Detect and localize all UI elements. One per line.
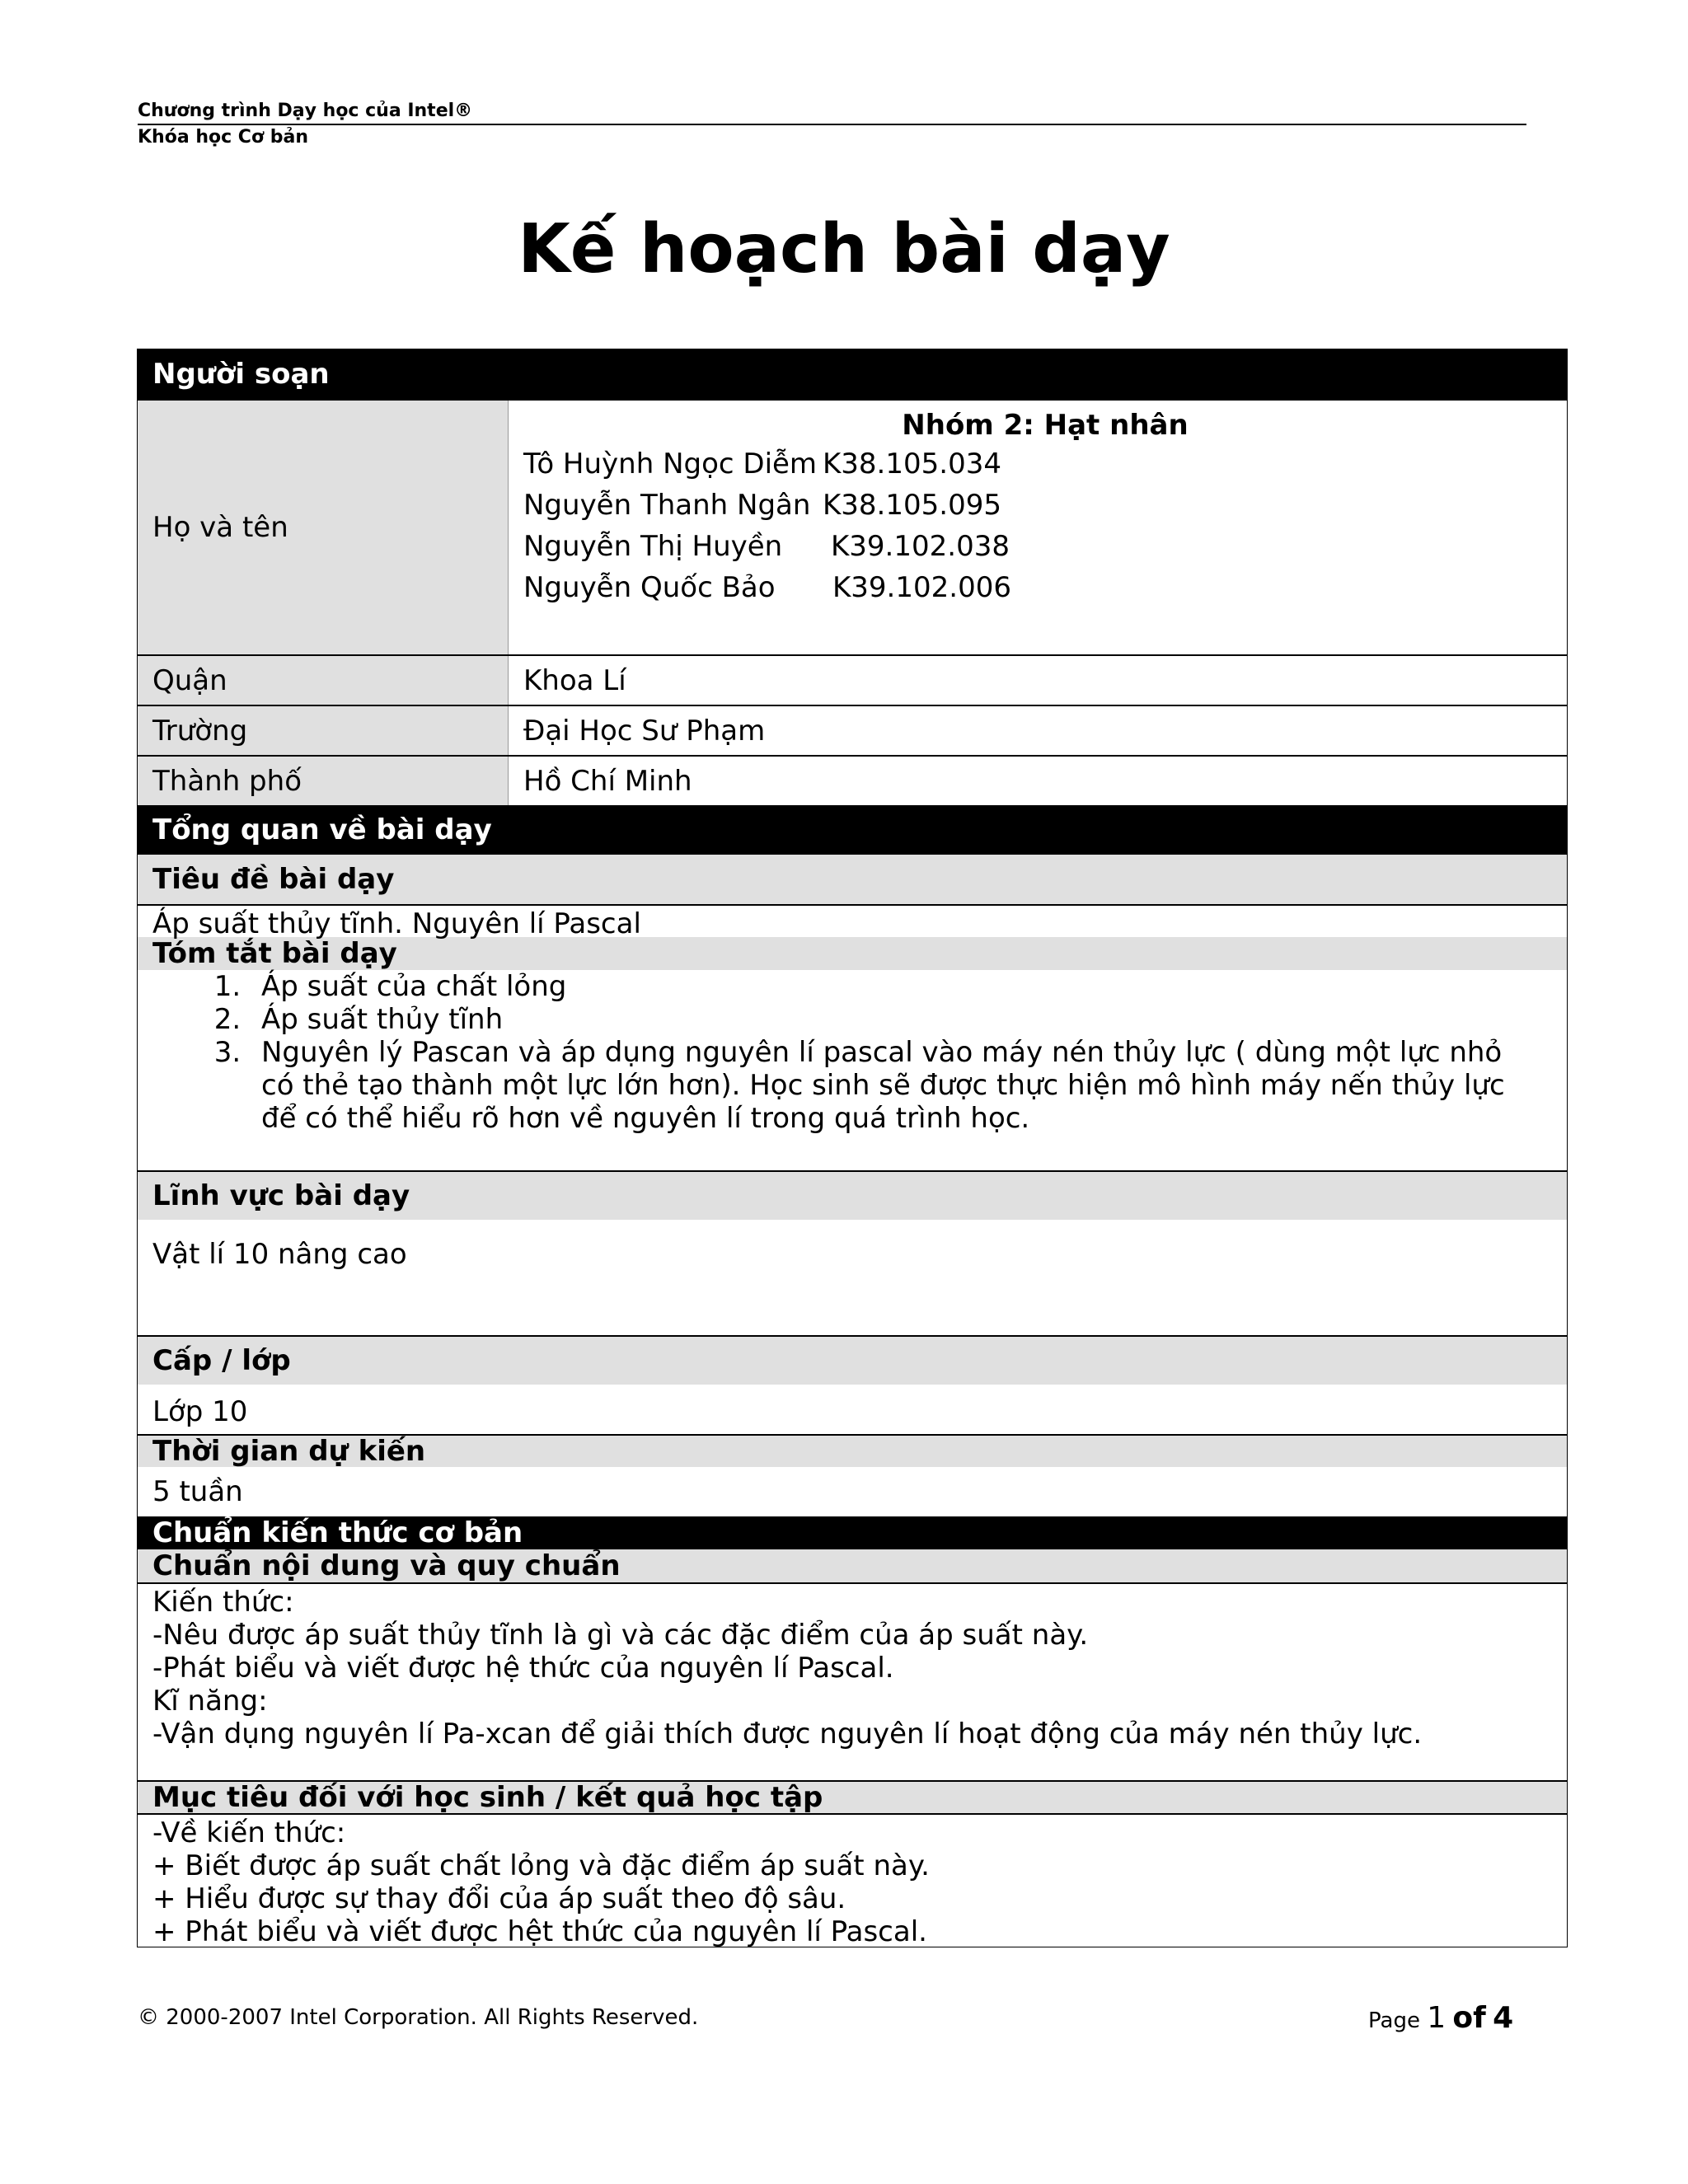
content-standards-value	[138, 1582, 1567, 1780]
objectives-value	[138, 1813, 1567, 1947]
grade-value: Lớp 10	[152, 1395, 248, 1428]
member-row	[523, 526, 1567, 567]
objective-line: -Về kiến thức:	[152, 1816, 346, 1849]
summary-list	[152, 970, 1542, 1135]
author-name-value	[509, 401, 1567, 654]
author-section-heading: Người soạn	[138, 349, 1567, 399]
of-word: of	[1452, 2001, 1486, 2035]
duration-label: Thời gian dự kiến	[138, 1434, 1567, 1467]
content-line: -Nêu được áp suất thủy tĩnh là gì và các đặc điểm của áp suất này.	[152, 1619, 1089, 1652]
subject-field-label: Lĩnh vực bài dạy	[138, 1170, 1567, 1220]
district-row	[138, 654, 1567, 705]
page-word: Page	[1368, 2008, 1420, 2033]
standards-section-heading: Chuẩn kiến thức cơ bản	[138, 1516, 1567, 1549]
objective-line: + Phát biểu và viết được hệt thức của nguyên lí Pascal.	[152, 1915, 927, 1948]
member-id: K39.102.006	[832, 571, 1011, 604]
objective-line: + Hiểu được sự thay đổi của áp suất theo độ sâu.	[152, 1882, 846, 1915]
city-value: Hồ Chí Minh	[523, 764, 692, 798]
member-id: K38.105.095	[823, 489, 1001, 522]
page-number: 1	[1427, 2001, 1447, 2035]
author-name-label: Họ và tên	[138, 401, 509, 654]
lesson-plan-form	[137, 349, 1568, 1947]
duration-value: 5 tuần	[152, 1475, 243, 1508]
school-label: Trường	[138, 706, 509, 755]
lesson-summary-label: Tóm tắt bài dạy	[138, 937, 1567, 970]
member-id: K39.102.038	[831, 530, 1010, 563]
total-pages: 4	[1493, 2001, 1514, 2035]
list-item: 2. Áp suất thủy tĩnh	[250, 1003, 1542, 1036]
content-standards-label: Chuẩn nội dung và quy chuẩn	[138, 1549, 1567, 1582]
copyright-notice: © 2000-2007 Intel Corporation. All Rights Reserved.	[138, 2005, 699, 2030]
list-item: 3. Nguyên lý Pascan và áp dụng nguyên lí pascal vào máy nén thủy lực ( dùng một lực nhỏ có thẻ tạo thành một lực lớn hơn). Học sinh sẽ được thực hiện mô hình máy nến thủy lực để có thể hiểu rõ hơn về nguyên lí trong quá trình học.	[250, 1036, 1542, 1135]
member-row	[523, 567, 1567, 608]
member-name: Nguyễn Thanh Ngân	[523, 489, 811, 522]
member-name: Nguyễn Thị Huyền	[523, 530, 783, 563]
district-value: Khoa Lí	[523, 663, 626, 697]
page-title: Kế hoạch bài dạy	[518, 210, 1170, 288]
overview-section-heading: Tổng quan về bài dạy	[138, 805, 1567, 855]
page-indicator	[1368, 2001, 1513, 2035]
header-course-name: Khóa học Cơ bản	[138, 127, 308, 148]
member-row	[523, 443, 1567, 485]
objectives-label: Mục tiêu đối với học sinh / kết quả học tập	[138, 1780, 1567, 1813]
content-line: -Vận dụng nguyên lí Pa-xcan để giải thích được nguyên lí hoạt động của máy nén thủy lực.	[152, 1718, 1423, 1750]
district-label: Quận	[138, 656, 509, 705]
grade-label: Cấp / lớp	[138, 1335, 1567, 1385]
content-line: -Phát biểu và viết được hệ thức của nguyên lí Pascal.	[152, 1652, 894, 1685]
school-row	[138, 705, 1567, 755]
city-row	[138, 755, 1567, 805]
lesson-summary-content	[138, 970, 1567, 1170]
school-value: Đại Học Sư Phạm	[523, 714, 766, 748]
group-title: Nhóm 2: Hạt nhân	[902, 409, 1189, 442]
list-item: 1. Áp suất của chất lỏng	[250, 970, 1542, 1003]
author-name-row	[138, 399, 1567, 654]
content-line: Kiến thức:	[152, 1586, 294, 1619]
header-program-name: Chương trình Dạy học của Intel®	[138, 101, 473, 121]
member-row	[523, 485, 1567, 526]
objective-line: + Biết được áp suất chất lỏng và đặc điểm áp suất này.	[152, 1849, 930, 1882]
header-divider	[138, 124, 1526, 125]
member-name: Nguyễn Quốc Bảo	[523, 571, 776, 604]
subject-field-value: Vật lí 10 nâng cao	[152, 1238, 407, 1271]
member-id: K38.105.034	[823, 448, 1001, 480]
content-line: Kĩ năng:	[152, 1685, 268, 1718]
city-label: Thành phố	[138, 757, 509, 805]
lesson-title-value: Áp suất thủy tĩnh. Nguyên lí Pascal	[138, 904, 1567, 937]
lesson-title-label: Tiêu đề bài dạy	[138, 855, 1567, 904]
member-name: Tô Huỳnh Ngọc Diễm	[523, 448, 818, 480]
